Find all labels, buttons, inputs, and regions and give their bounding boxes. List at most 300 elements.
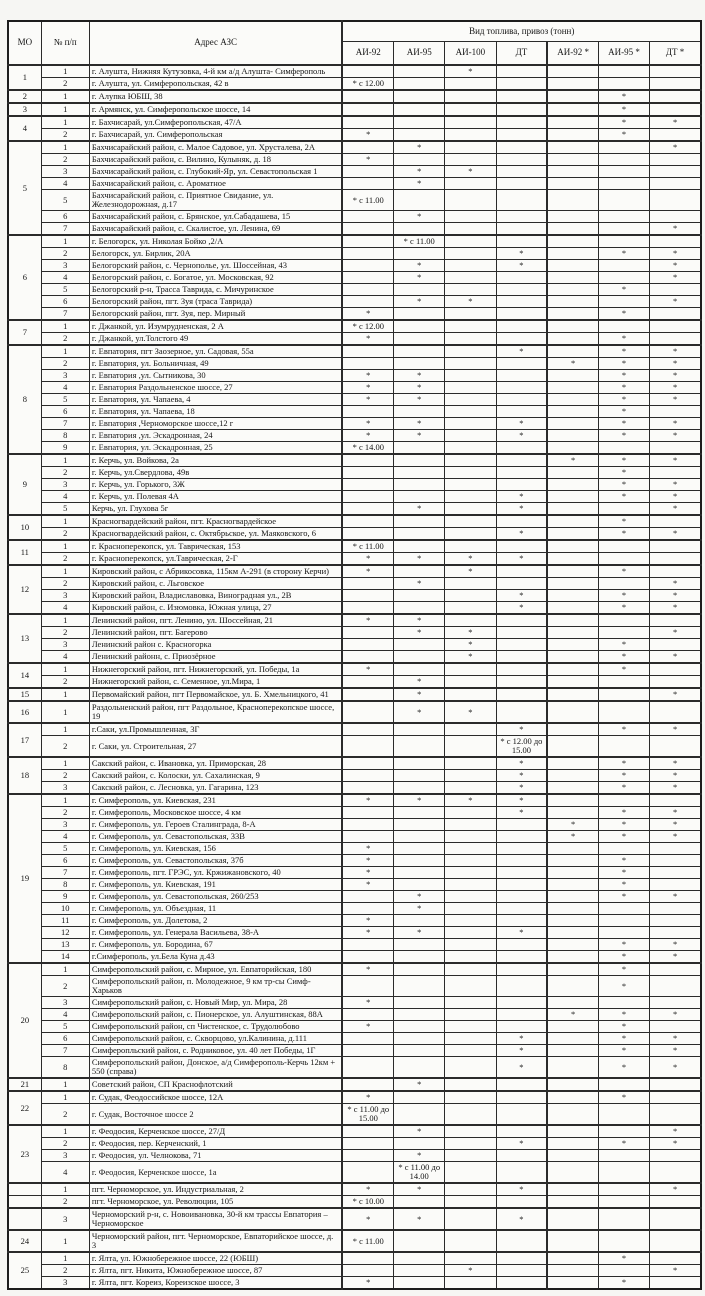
fuel-cell-ai-92-planned xyxy=(547,701,598,723)
fuel-cell-dt xyxy=(496,627,547,639)
fuel-cell-ai-95 xyxy=(394,103,445,116)
fuel-cell-ai-95: * xyxy=(394,1208,445,1230)
row-number-cell: 1 xyxy=(41,663,89,676)
fuel-cell-ai-100 xyxy=(445,1104,496,1126)
fuel-cell-dt xyxy=(496,578,547,590)
fuel-cell-ai-92-planned xyxy=(547,540,598,553)
fuel-cell-ai-92-planned xyxy=(547,843,598,855)
fuel-cell-ai-95: * xyxy=(394,211,445,223)
row-number-cell: 6 xyxy=(41,406,89,418)
fuel-cell-ai-92: * xyxy=(342,1091,393,1104)
fuel-cell-ai-92-planned xyxy=(547,1021,598,1033)
station-row xyxy=(8,782,701,795)
fuel-cell-ai-92-planned xyxy=(547,430,598,442)
fuel-cell-ai-92 xyxy=(342,651,393,664)
station-row xyxy=(8,639,701,651)
fuel-cell-dt-planned xyxy=(650,1162,701,1184)
fuel-cell-ai-92 xyxy=(342,235,393,248)
fuel-cell-ai-100 xyxy=(445,78,496,91)
address-cell: Ленинский район, пгт. Ленино, ул. Шоссейная, 21 xyxy=(89,614,342,627)
fuel-cell-dt-planned xyxy=(650,103,701,116)
fuel-cell-ai-92: * xyxy=(342,963,393,976)
fuel-cell-ai-95 xyxy=(394,515,445,528)
fuel-cell-ai-92-planned xyxy=(547,867,598,879)
fuel-cell-ai-95: * xyxy=(394,676,445,689)
fuel-cell-dt xyxy=(496,676,547,689)
fuel-cell-ai-95-planned: * xyxy=(598,394,649,406)
station-row xyxy=(8,211,701,223)
fuel-cell-dt xyxy=(496,78,547,91)
station-row xyxy=(8,976,701,997)
fuel-cell-ai-92-planned xyxy=(547,116,598,129)
fuel-cell-ai-92-planned xyxy=(547,794,598,807)
fuel-cell-ai-92 xyxy=(342,491,393,503)
fuel-cell-dt xyxy=(496,454,547,467)
station-row xyxy=(8,855,701,867)
fuel-cell-ai-92-planned xyxy=(547,578,598,590)
fuel-cell-ai-95-planned xyxy=(598,676,649,689)
fuel-cell-ai-92 xyxy=(342,903,393,915)
fuel-cell-ai-95-planned xyxy=(598,540,649,553)
fuel-cell-ai-100 xyxy=(445,211,496,223)
fuel-cell-ai-100 xyxy=(445,503,496,516)
mo-cell: 20 xyxy=(8,963,41,1078)
fuel-cell-ai-92 xyxy=(342,891,393,903)
fuel-cell-dt xyxy=(496,614,547,627)
fuel-cell-ai-95: * xyxy=(394,178,445,190)
fuel-cell-ai-92: * xyxy=(342,867,393,879)
address-cell: г. Феодосия, Керченское шоссе, 1а xyxy=(89,1162,342,1184)
fuel-cell-dt-planned: * xyxy=(650,260,701,272)
station-row xyxy=(8,358,701,370)
row-number-cell: 1 xyxy=(41,1230,89,1252)
fuel-cell-dt-planned xyxy=(650,663,701,676)
fuel-cell-ai-95-planned xyxy=(598,211,649,223)
station-row xyxy=(8,1208,701,1230)
row-number-cell: 7 xyxy=(41,308,89,321)
fuel-cell-dt xyxy=(496,141,547,154)
fuel-cell-ai-92-planned xyxy=(547,1125,598,1138)
row-number-cell: 6 xyxy=(41,1033,89,1045)
row-number-cell: 6 xyxy=(41,855,89,867)
address-cell: г. Керчь, ул. Полевая 4А xyxy=(89,491,342,503)
fuel-cell-ai-92-planned xyxy=(547,467,598,479)
fuel-cell-ai-100 xyxy=(445,1125,496,1138)
fuel-cell-ai-100: * xyxy=(445,565,496,578)
fuel-cell-ai-95-planned: * xyxy=(598,418,649,430)
address-cell: Белогорский район, с. Богатое, ул. Московская, 92 xyxy=(89,272,342,284)
fuel-cell-ai-95: * xyxy=(394,627,445,639)
row-number-cell: 7 xyxy=(41,418,89,430)
fuel-cell-dt xyxy=(496,891,547,903)
fuel-cell-ai-92 xyxy=(342,211,393,223)
fuel-cell-dt-planned: * xyxy=(650,491,701,503)
fuel-cell-dt-planned: * xyxy=(650,528,701,541)
fuel-cell-dt-planned xyxy=(650,1078,701,1091)
station-row xyxy=(8,701,701,723)
station-row xyxy=(8,807,701,819)
fuel-cell-dt xyxy=(496,1265,547,1277)
fuel-cell-dt: * xyxy=(496,430,547,442)
fuel-cell-ai-95-planned: * xyxy=(598,1045,649,1057)
fuel-cell-dt: * xyxy=(496,1183,547,1196)
row-number-cell: 3 xyxy=(41,782,89,795)
fuel-cell-ai-95 xyxy=(394,406,445,418)
column-header-ai-100: АИ-100 xyxy=(445,42,496,66)
fuel-cell-dt-planned: * xyxy=(650,590,701,602)
address-cell: г. Симферополь, ул. Генерала Васильева, 38-А xyxy=(89,927,342,939)
mo-cell: 4 xyxy=(8,116,41,141)
fuel-cell-ai-92 xyxy=(342,272,393,284)
fuel-cell-ai-95: * xyxy=(394,394,445,406)
station-row xyxy=(8,736,701,758)
fuel-cell-ai-92 xyxy=(342,223,393,236)
row-number-cell: 5 xyxy=(41,843,89,855)
fuel-cell-dt xyxy=(496,154,547,166)
fuel-cell-ai-92-planned xyxy=(547,807,598,819)
row-number-cell: 11 xyxy=(41,915,89,927)
fuel-cell-dt xyxy=(496,211,547,223)
fuel-cell-dt-planned: * xyxy=(650,757,701,770)
fuel-cell-ai-100: * xyxy=(445,166,496,178)
fuel-cell-dt xyxy=(496,284,547,296)
mo-cell xyxy=(8,1208,41,1230)
mo-cell: 3 xyxy=(8,103,41,116)
fuel-cell-ai-92: * xyxy=(342,565,393,578)
fuel-cell-ai-95-planned: * xyxy=(598,1033,649,1045)
fuel-cell-ai-100 xyxy=(445,320,496,333)
fuel-cell-ai-95-planned: * xyxy=(598,515,649,528)
fuel-cell-ai-95-planned xyxy=(598,794,649,807)
fuel-cell-ai-92 xyxy=(342,116,393,129)
fuel-cell-ai-92: * xyxy=(342,663,393,676)
station-row xyxy=(8,578,701,590)
fuel-cell-ai-92-planned xyxy=(547,651,598,664)
address-cell: г. Евпатория, ул. Чапаева, 4 xyxy=(89,394,342,406)
row-number-cell: 7 xyxy=(41,867,89,879)
fuel-cell-ai-92: * xyxy=(342,1208,393,1230)
fuel-cell-dt xyxy=(496,1125,547,1138)
station-row xyxy=(8,627,701,639)
fuel-cell-dt-planned xyxy=(650,178,701,190)
fuel-cell-ai-95: * xyxy=(394,1183,445,1196)
address-cell: Симферопольский район, с. Пионерское, ул. Алуштинская, 88А xyxy=(89,1009,342,1021)
fuel-cell-ai-92-planned xyxy=(547,1265,598,1277)
row-number-cell: 9 xyxy=(41,891,89,903)
fuel-cell-dt-planned xyxy=(650,166,701,178)
fuel-cell-dt-planned xyxy=(650,129,701,142)
fuel-cell-dt-planned: * xyxy=(650,358,701,370)
fuel-cell-ai-95-planned: * xyxy=(598,807,649,819)
fuel-cell-ai-92-planned xyxy=(547,503,598,516)
station-row xyxy=(8,296,701,308)
row-number-cell: 1 xyxy=(41,235,89,248)
address-cell: Ленинский район с. Красногорка xyxy=(89,639,342,651)
row-number-cell: 9 xyxy=(41,442,89,455)
fuel-cell-ai-95 xyxy=(394,333,445,346)
fuel-cell-dt-planned: * xyxy=(650,248,701,260)
station-row xyxy=(8,879,701,891)
address-cell: Белогорский район, пгт. Зуя (траса Таврида) xyxy=(89,296,342,308)
row-number-cell: 3 xyxy=(41,260,89,272)
fuel-cell-ai-95: * xyxy=(394,1150,445,1162)
fuel-cell-dt-planned: * xyxy=(650,503,701,516)
fuel-cell-ai-92 xyxy=(342,103,393,116)
fuel-cell-ai-95-planned: * xyxy=(598,939,649,951)
fuel-cell-ai-100 xyxy=(445,819,496,831)
fuel-cell-ai-92 xyxy=(342,166,393,178)
row-number-cell: 2 xyxy=(41,78,89,91)
row-number-cell: 3 xyxy=(41,819,89,831)
fuel-cell-ai-95 xyxy=(394,757,445,770)
fuel-cell-ai-100 xyxy=(445,154,496,166)
fuel-cell-ai-95-planned: * xyxy=(598,879,649,891)
row-number-cell: 1 xyxy=(41,345,89,358)
mo-cell: 24 xyxy=(8,1230,41,1252)
fuel-cell-dt xyxy=(496,663,547,676)
fuel-cell-ai-95 xyxy=(394,831,445,843)
fuel-cell-dt-planned: * xyxy=(650,223,701,236)
fuel-cell-ai-95: * xyxy=(394,260,445,272)
address-cell: Бахчисарайский район, с. Глубокий-Яр, ул. Севастопольская 1 xyxy=(89,166,342,178)
row-number-cell: 3 xyxy=(41,166,89,178)
station-row xyxy=(8,1183,701,1196)
fuel-cell-ai-92-planned xyxy=(547,345,598,358)
fuel-cell-ai-100 xyxy=(445,418,496,430)
fuel-cell-dt-planned xyxy=(650,843,701,855)
fuel-cell-ai-92 xyxy=(342,1252,393,1265)
fuel-cell-dt-planned: * xyxy=(650,272,701,284)
station-row xyxy=(8,1033,701,1045)
fuel-cell-ai-95 xyxy=(394,663,445,676)
fuel-cell-ai-95-planned xyxy=(598,1078,649,1091)
address-cell: г. Ялта, пгт. Кореиз, Кореизское шоссе, 3 xyxy=(89,1277,342,1290)
fuel-cell-ai-100 xyxy=(445,843,496,855)
row-number-cell: 7 xyxy=(41,1045,89,1057)
fuel-cell-ai-95-planned: * xyxy=(598,248,649,260)
fuel-cell-ai-95-planned: * xyxy=(598,1138,649,1150)
address-cell: Бахчисарайский район, с. Малое Садовое, ул. Хрусталева, 2А xyxy=(89,141,342,154)
row-number-cell: 5 xyxy=(41,394,89,406)
fuel-cell-dt-planned: * xyxy=(650,394,701,406)
fuel-cell-ai-92: * с 12.00 xyxy=(342,320,393,333)
station-row xyxy=(8,1230,701,1252)
station-row xyxy=(8,602,701,615)
address-cell: г. Армянск, ул. Симферопольское шоссе, 14 xyxy=(89,103,342,116)
fuel-cell-ai-95 xyxy=(394,1009,445,1021)
fuel-cell-dt xyxy=(496,190,547,211)
mo-cell: 9 xyxy=(8,454,41,515)
fuel-cell-ai-100 xyxy=(445,272,496,284)
station-row xyxy=(8,1045,701,1057)
fuel-cell-dt-planned: * xyxy=(650,951,701,964)
fuel-cell-dt xyxy=(496,116,547,129)
row-number-cell: 4 xyxy=(41,602,89,615)
address-cell: Раздольненский район, пгт Раздольное, Красноперекопское шоссе, 19 xyxy=(89,701,342,723)
fuel-cell-dt-planned xyxy=(650,308,701,321)
fuel-cell-dt: * xyxy=(496,553,547,566)
fuel-cell-ai-92 xyxy=(342,284,393,296)
fuel-cell-ai-100 xyxy=(445,807,496,819)
fuel-cell-ai-92: * с 11.00 xyxy=(342,540,393,553)
fuel-cell-ai-92 xyxy=(342,1009,393,1021)
address-cell: Сакский район, с. Ивановка, ул. Приморская, 28 xyxy=(89,757,342,770)
fuel-cell-dt xyxy=(496,651,547,664)
fuel-cell-dt: * xyxy=(496,503,547,516)
fuel-cell-ai-100 xyxy=(445,248,496,260)
fuel-cell-ai-92: * с 11.00 xyxy=(342,190,393,211)
station-row xyxy=(8,1057,701,1079)
row-number-cell: 13 xyxy=(41,939,89,951)
fuel-cell-ai-92-planned xyxy=(547,296,598,308)
fuel-cell-ai-92: * xyxy=(342,997,393,1009)
fuel-cell-ai-92-planned xyxy=(547,284,598,296)
fuel-cell-ai-92 xyxy=(342,602,393,615)
fuel-cell-ai-95-planned: * xyxy=(598,284,649,296)
row-number-cell: 3 xyxy=(41,997,89,1009)
fuel-cell-dt-planned xyxy=(650,235,701,248)
fuel-cell-ai-95-planned: * xyxy=(598,565,649,578)
address-cell: Симферопольский район, с. Новый Мир, ул. Мира, 28 xyxy=(89,997,342,1009)
fuel-cell-ai-95 xyxy=(394,782,445,795)
fuel-cell-dt-planned: * xyxy=(650,418,701,430)
fuel-cell-dt xyxy=(496,65,547,78)
station-row xyxy=(8,248,701,260)
fuel-cell-dt-planned: * xyxy=(650,770,701,782)
fuel-cell-ai-95-planned xyxy=(598,1208,649,1230)
mo-cell: 21 xyxy=(8,1078,41,1091)
row-number-cell: 8 xyxy=(41,1057,89,1079)
fuel-cell-dt-planned xyxy=(650,997,701,1009)
row-number-cell: 3 xyxy=(41,639,89,651)
fuel-cell-ai-95 xyxy=(394,963,445,976)
fuel-cell-ai-95 xyxy=(394,590,445,602)
fuel-cell-ai-92-planned: * xyxy=(547,1009,598,1021)
fuel-cell-ai-92 xyxy=(342,1057,393,1079)
fuel-cell-ai-92 xyxy=(342,757,393,770)
fuel-cell-ai-95-planned xyxy=(598,154,649,166)
fuel-cell-ai-92 xyxy=(342,1033,393,1045)
fuel-cell-dt-planned xyxy=(650,1252,701,1265)
row-number-cell: 8 xyxy=(41,430,89,442)
fuel-cell-ai-100 xyxy=(445,1230,496,1252)
address-cell: Бахчисарайский район, с. Приятное Свидание, ул. Железнодорожная, д.17 xyxy=(89,190,342,211)
station-row xyxy=(8,345,701,358)
row-number-cell: 1 xyxy=(41,90,89,103)
station-row xyxy=(8,90,701,103)
station-row xyxy=(8,223,701,236)
fuel-cell-ai-92: * xyxy=(342,382,393,394)
fuel-cell-dt: * xyxy=(496,590,547,602)
mo-cell: 5 xyxy=(8,141,41,235)
fuel-cell-dt-planned xyxy=(650,540,701,553)
fuel-cell-ai-92-planned xyxy=(547,757,598,770)
address-cell: Красногвардейский район, пгт. Красногвардейское xyxy=(89,515,342,528)
fuel-cell-dt-planned xyxy=(650,211,701,223)
fuel-cell-dt-planned xyxy=(650,553,701,566)
fuel-cell-ai-100 xyxy=(445,223,496,236)
fuel-cell-ai-100 xyxy=(445,528,496,541)
fuel-cell-dt-planned xyxy=(650,879,701,891)
fuel-cell-dt-planned: * xyxy=(650,1045,701,1057)
fuel-cell-dt xyxy=(496,701,547,723)
row-number-cell: 6 xyxy=(41,296,89,308)
fuel-cell-ai-92-planned xyxy=(547,248,598,260)
fuel-cell-ai-100: * xyxy=(445,651,496,664)
fuel-cell-dt: * xyxy=(496,757,547,770)
fuel-cell-dt-planned: * xyxy=(650,891,701,903)
fuel-cell-dt xyxy=(496,939,547,951)
fuel-cell-ai-92-planned: * xyxy=(547,454,598,467)
fuel-cell-ai-100 xyxy=(445,927,496,939)
fuel-cell-ai-95: * xyxy=(394,272,445,284)
fuel-cell-ai-92 xyxy=(342,723,393,736)
address-cell: Бахчисарайский район, с. Вилино, Кулыняк, д. 18 xyxy=(89,154,342,166)
fuel-cell-ai-92 xyxy=(342,770,393,782)
fuel-cell-ai-92 xyxy=(342,627,393,639)
address-cell: г. Ялта, ул. Южнобережное шоссе, 22 (ЮБШ) xyxy=(89,1252,342,1265)
row-number-cell: 4 xyxy=(41,178,89,190)
fuel-cell-ai-95-planned xyxy=(598,78,649,91)
fuel-cell-ai-92-planned xyxy=(547,370,598,382)
fuel-cell-dt-planned: * xyxy=(650,1033,701,1045)
fuel-cell-ai-95 xyxy=(394,1138,445,1150)
fuel-cell-ai-100 xyxy=(445,951,496,964)
fuel-cell-dt-planned xyxy=(650,154,701,166)
station-row xyxy=(8,723,701,736)
address-cell: Первомайский район, пгт Первомайское, ул. Б. Хмельницкого, 41 xyxy=(89,688,342,701)
fuel-cell-ai-95-planned xyxy=(598,1162,649,1184)
fuel-cell-dt: * xyxy=(496,491,547,503)
fuel-cell-dt-planned xyxy=(650,614,701,627)
fuel-cell-ai-92-planned xyxy=(547,1230,598,1252)
fuel-cell-dt-planned: * xyxy=(650,141,701,154)
fuel-cell-ai-92 xyxy=(342,701,393,723)
fuel-cell-dt-planned: * xyxy=(650,939,701,951)
fuel-cell-dt xyxy=(496,1230,547,1252)
address-cell: г. Симферополь, ул. Киевская, 231 xyxy=(89,794,342,807)
mo-cell: 10 xyxy=(8,515,41,540)
fuel-cell-dt-planned: * xyxy=(650,116,701,129)
fuel-cell-ai-95-planned: * xyxy=(598,90,649,103)
address-cell: Белогорский р-н, Трасса Таврида, с. Мичуринское xyxy=(89,284,342,296)
fuel-cell-ai-100: * xyxy=(445,296,496,308)
station-row xyxy=(8,333,701,346)
fuel-cell-ai-92-planned xyxy=(547,590,598,602)
fuel-cell-ai-95-planned: * xyxy=(598,308,649,321)
fuel-cell-ai-92-planned xyxy=(547,1150,598,1162)
station-row xyxy=(8,663,701,676)
fuel-cell-ai-95-planned: * xyxy=(598,1277,649,1290)
fuel-cell-ai-92: * xyxy=(342,794,393,807)
fuel-cell-dt-planned xyxy=(650,963,701,976)
fuel-cell-ai-92: * xyxy=(342,308,393,321)
fuel-cell-ai-95-planned xyxy=(598,1196,649,1209)
fuel-stations-table xyxy=(7,20,702,1290)
fuel-cell-ai-95 xyxy=(394,479,445,491)
fuel-cell-dt xyxy=(496,997,547,1009)
fuel-cell-ai-95-planned xyxy=(598,578,649,590)
station-row xyxy=(8,553,701,566)
fuel-cell-ai-95-planned xyxy=(598,190,649,211)
address-cell: Нижнегорский район, пгт. Нижнегорский, ул. Победы, 1а xyxy=(89,663,342,676)
fuel-cell-ai-95-planned: * xyxy=(598,406,649,418)
fuel-cell-dt xyxy=(496,639,547,651)
fuel-cell-dt xyxy=(496,308,547,321)
fuel-cell-ai-100 xyxy=(445,723,496,736)
fuel-cell-ai-92 xyxy=(342,951,393,964)
fuel-cell-ai-100 xyxy=(445,1252,496,1265)
